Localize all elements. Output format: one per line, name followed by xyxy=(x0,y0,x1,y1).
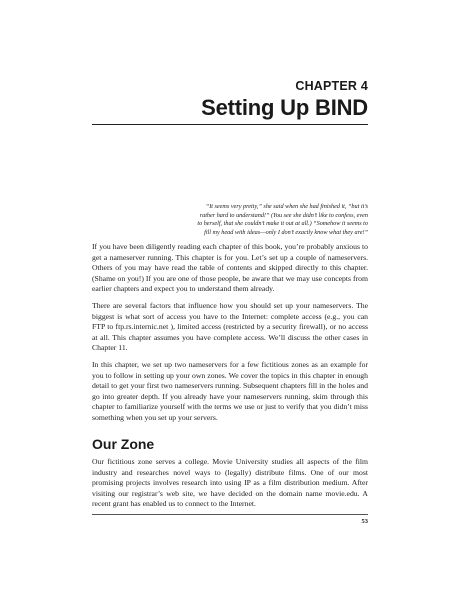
chapter-label: CHAPTER 4 xyxy=(295,79,368,93)
body-paragraph-2: There are several factors that influence how you should set up your nameservers. The biggest is what sort of access you have to the Internet: complete access (e.g., you can FTP to ftp.rs.internic.net ), limited access (restricted by a security firewall), or no access at all. This chapter assumes you have complete access. We’ll discuss the other cases in Chapter 11. xyxy=(92,301,368,352)
body-paragraph-3: In this chapter, we set up two nameservers for a few fictitious zones as an example for you to follow in setting up your own zones. We cover the topics in this chapter in enough detail to get your first two nameservers running. Subsequent chapters fill in the holes and go into greater depth. If you already have your nameservers running, skim through this chapter to familiarize yourself with the terms we use or just to verify that you didn’t miss something when you set up your servers. xyxy=(92,360,368,422)
epigraph: “It seems very pretty,” she said when she had finished it, “but it’s rather hard to understand!” (You see she didn’t like to confess, even to herself, that she couldn’t make it out at all.) “Somehow it seems to fill my head with ideas—only I don’t exactly know what they are!” xyxy=(197,203,368,236)
footer-rule xyxy=(92,514,368,515)
page-number: 53 xyxy=(361,518,368,525)
section-heading: Our Zone xyxy=(92,436,155,452)
title-rule xyxy=(92,124,368,125)
body-paragraph-1: If you have been diligently reading each chapter of this book, you’re probably anxious to get a nameserver running. This chapter is for you. Let’s set up a couple of nameservers. Others of you may have read the table of contents and skipped directly to this chapter. (Shame on you!) If you are one of those people, be aware that we may use concepts from earlier chapters and expect you to understand them already. xyxy=(92,242,368,293)
body-text xyxy=(92,242,368,516)
chapter-title: Setting Up BIND xyxy=(201,95,368,120)
section-paragraph: Our fictitious zone serves a college. Movie University studies all aspects of the film industry and researches novel ways to (legally) distribute films. One of our most promising projects involves research into using IP as a film distribution medium. After visiting our registrar’s web site, we have decided on the domain name movie.edu. A recent grant has enabled us to connect to the Internet. xyxy=(92,457,368,508)
